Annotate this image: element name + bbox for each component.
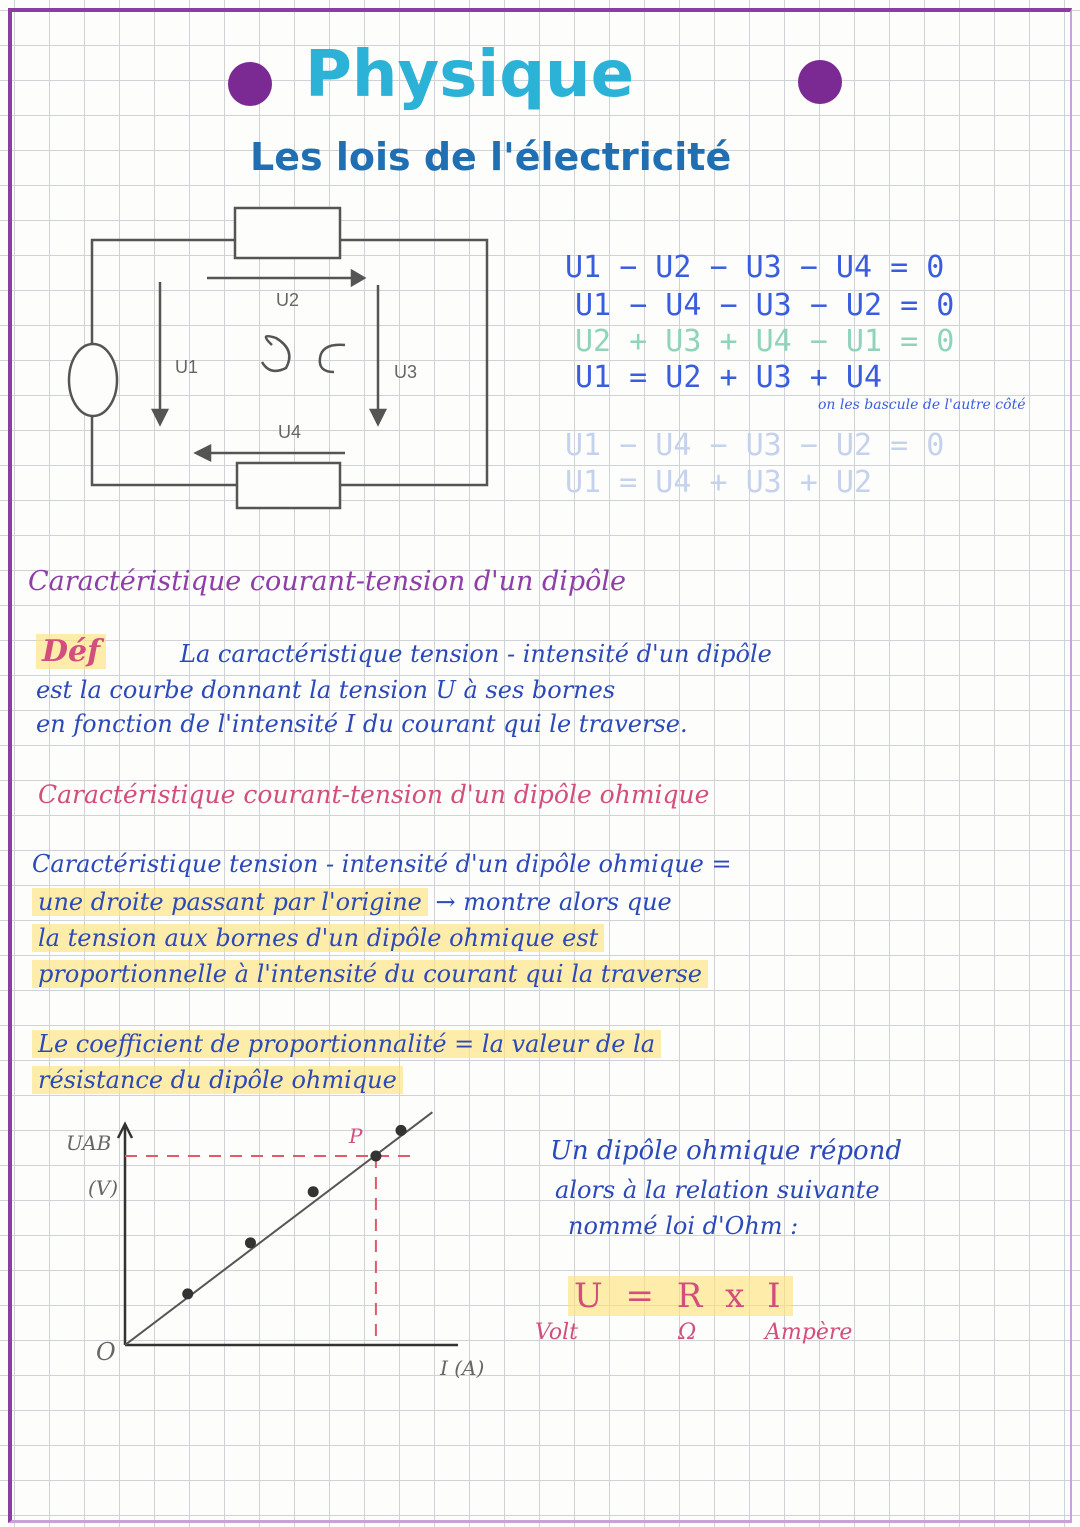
unit-volt: Volt [535,1320,578,1345]
label-u3: U3 [394,362,418,382]
definition-line-2: est la courbe donnant la tension U à ses bornes [36,676,616,704]
equation-3: U2 + U3 + U4 − U1 = 0 [575,324,955,359]
label-u4: U4 [278,422,302,442]
ohmic-highlight-4: proportionnelle à l'intensité du courant qui la traverse [32,960,708,988]
ohmic-highlight-2: une droite passant par l'origine [32,888,428,916]
x-axis-label: I (A) [440,1356,485,1380]
page-title: Physique [305,38,634,112]
definition-label-text: Déf [36,634,106,669]
page-subtitle: Les lois de l'électricité [250,135,732,179]
ohmic-arrow-text: → montre alors que [435,888,672,916]
point-label-p: P [349,1124,363,1148]
equation-4: U1 = U2 + U3 + U4 [575,360,883,395]
label-u2: U2 [276,290,300,310]
data-point-2 [245,1237,256,1248]
equation-2: U1 − U4 − U3 − U2 = 0 [575,288,955,323]
fit-line [125,1112,432,1345]
definition-line-3: en fonction de l'intensité I du courant qui le traverse. [36,710,688,738]
equation-faint-2: U1 = U4 + U3 + U2 [565,465,873,500]
section-heading-dipole: Caractéristique courant-tension d'un dipôle [28,566,627,597]
ohm-line-1: Un dipôle ohmique répond [550,1136,903,1166]
y-axis-label: UAB [66,1131,112,1155]
ohm-formula-text: U = R x I [568,1276,793,1316]
section-heading-ohmic: Caractéristique courant-tension d'un dipôle ohmique [38,780,710,809]
coef-highlight-2: résistance du dipôle ohmique [32,1066,403,1094]
equation-note: on les bascule de l'autre côté [818,397,1026,413]
definition-line-1: La caractéristique tension - intensité d'un dipôle [180,640,772,668]
unit-ohm: Ω [678,1320,697,1345]
ohmic-line-1: Caractéristique tension - intensité d'un dipôle ohmique = [32,850,732,878]
equation-faint-1: U1 − U4 − U3 − U2 = 0 [565,428,945,463]
origin-label: O [96,1338,116,1366]
equation-1: U1 − U2 − U3 − U4 = 0 [565,250,945,285]
y-axis-unit: (V) [88,1176,119,1200]
ohm-line-3: nommé loi d'Ohm : [568,1212,799,1240]
data-point-5 [396,1125,407,1136]
data-point-1 [182,1288,193,1299]
coef-highlight-1: Le coefficient de proportionnalité = la valeur de la [32,1030,661,1058]
label-u1: U1 [175,357,199,377]
data-point-3 [308,1186,319,1197]
ohm-line-2: alors à la relation suivante [555,1176,880,1204]
data-point-4 [370,1150,381,1161]
ohm-formula [568,1276,793,1316]
unit-ampere: Ampère [765,1320,853,1345]
ohmic-highlight-3: la tension aux bornes d'un dipôle ohmique est [32,924,604,952]
